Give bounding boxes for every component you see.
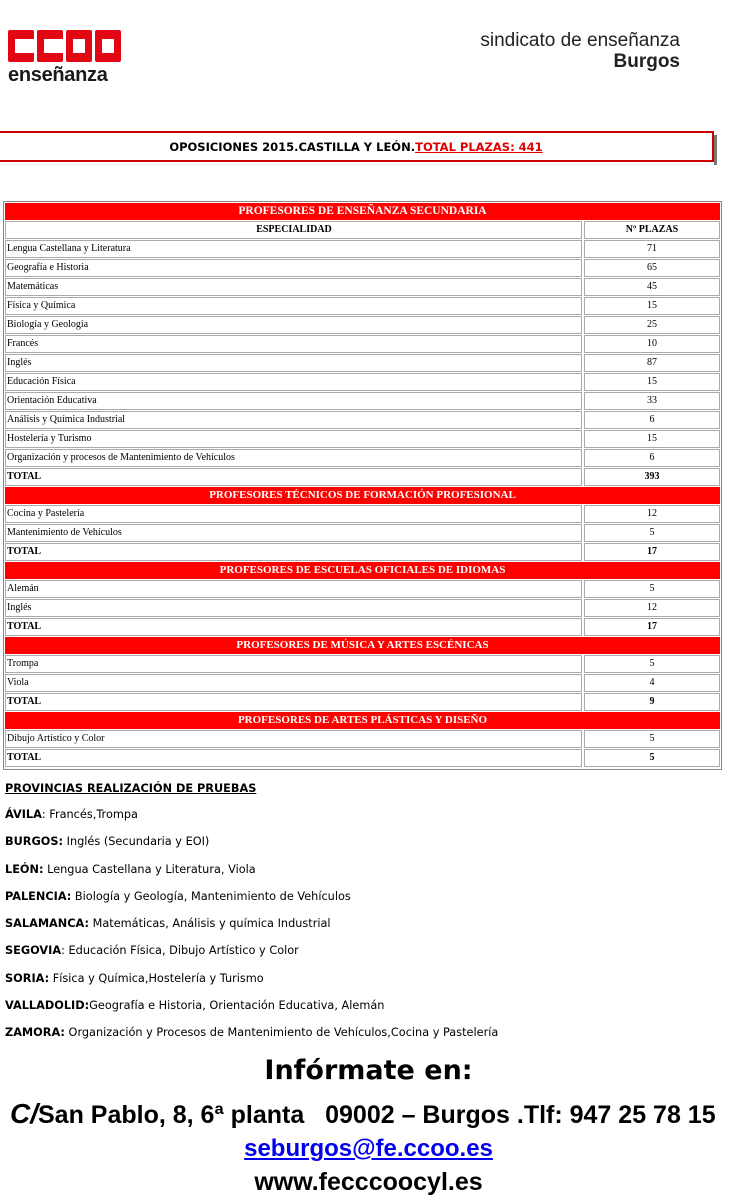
- especialidad-cell: Educación Física: [5, 373, 582, 391]
- provincia-line: [5, 943, 498, 970]
- union-line-1: sindicato de enseñanza: [480, 30, 680, 51]
- table-row: [5, 580, 720, 598]
- provincias-section: [5, 781, 498, 1053]
- total-label: TOTAL: [5, 468, 582, 486]
- total-label: TOTAL: [5, 543, 582, 561]
- table-row: [5, 373, 720, 391]
- plazas-cell: 12: [584, 599, 720, 617]
- section-header: PROFESORES DE ENSEÑANZA SECUNDARIA: [5, 203, 720, 220]
- total-value: 17: [584, 543, 720, 561]
- provincia-especialidades: Francés,Trompa: [49, 808, 138, 821]
- table-row: [5, 655, 720, 673]
- especialidad-cell: Inglés: [5, 354, 582, 372]
- provincia-line: [5, 889, 498, 916]
- provincia-name: LEÓN:: [5, 862, 44, 876]
- provincia-name: ÁVILA: [5, 808, 42, 821]
- table-row: [5, 430, 720, 448]
- column-header-plazas: Nº PLAZAS: [584, 221, 720, 239]
- provincia-especialidades: Lengua Castellana y Literatura, Viola: [47, 862, 256, 876]
- especialidad-cell: Organización y procesos de Mantenimiento de Vehículos: [5, 449, 582, 467]
- table-row: [5, 240, 720, 258]
- provincia-line: [5, 834, 498, 861]
- total-row: [5, 543, 720, 561]
- especialidad-cell: Geografía e Historia: [5, 259, 582, 277]
- union-line-2: Burgos: [613, 51, 680, 72]
- total-row: [5, 468, 720, 486]
- especialidad-cell: Cocina y Pastelería: [5, 505, 582, 523]
- page-title: OPOSICIONES 2015.CASTILLA Y LEÓN.: [169, 139, 416, 154]
- union-name: [480, 30, 680, 72]
- total-row: [5, 693, 720, 711]
- especialidad-cell: Dibujo Artístico y Color: [5, 730, 582, 748]
- total-row: [5, 618, 720, 636]
- total-value: 5: [584, 749, 720, 767]
- logo-word: enseñanza: [8, 64, 108, 86]
- table-row: [5, 505, 720, 523]
- provincia-especialidades: Educación Física, Dibujo Artístico y Color: [68, 944, 299, 958]
- provincias-list: [5, 807, 498, 1053]
- especialidad-cell: Orientación Educativa: [5, 392, 582, 410]
- especialidad-cell: Mantenimiento de Vehículos: [5, 524, 582, 542]
- table-row: [5, 354, 720, 372]
- address: [10, 1098, 730, 1130]
- plazas-cell: 33: [584, 392, 720, 410]
- provincia-name: PALENCIA:: [5, 889, 72, 903]
- plazas-cell: 10: [584, 335, 720, 353]
- provincia-name: ZAMORA:: [5, 1026, 65, 1040]
- provincia-separator: :: [41, 808, 50, 821]
- informate-heading: Infórmate en:: [264, 1055, 473, 1086]
- provincia-line: [5, 1025, 498, 1052]
- especialidad-cell: Análisis y Química Industrial: [5, 411, 582, 429]
- provincia-separator: :: [61, 944, 69, 958]
- plazas-cell: 5: [584, 580, 720, 598]
- provincia-especialidades: Inglés (Secundaria y EOI): [66, 835, 210, 849]
- table-row: [5, 297, 720, 315]
- provincia-especialidades: Organización y Procesos de Mantenimiento de Vehículos,Cocina y Pastelería: [68, 1026, 499, 1040]
- table-row: [5, 259, 720, 277]
- table-header-row: [5, 221, 720, 239]
- plazas-cell: 87: [584, 354, 720, 372]
- email-link[interactable]: seburgos@fe.ccoo.es: [244, 1135, 493, 1162]
- total-row: [5, 749, 720, 767]
- section-header: PROFESORES DE ESCUELAS OFICIALES DE IDIOMAS: [5, 562, 720, 579]
- ccoo-logo: [8, 30, 126, 87]
- provincia-especialidades: Geografía e Historia, Orientación Educativa, Alemán: [89, 999, 385, 1013]
- column-header-especialidad: ESPECIALIDAD: [5, 221, 582, 239]
- plazas-cell: 12: [584, 505, 720, 523]
- plazas-cell: 6: [584, 411, 720, 429]
- especialidad-cell: Inglés: [5, 599, 582, 617]
- table-row: [5, 335, 720, 353]
- table-row: [5, 278, 720, 296]
- provincia-line: [5, 998, 498, 1025]
- address-text: San Pablo, 8, 6ª planta 09002 – Burgos .Tlf: 947 25 78 15: [38, 1101, 716, 1129]
- total-value: 9: [584, 693, 720, 711]
- plazas-cell: 5: [584, 524, 720, 542]
- provincias-title: PROVINCIAS REALIZACIÓN DE PRUEBAS: [5, 782, 257, 795]
- total-label: TOTAL: [5, 618, 582, 636]
- especialidad-cell: Francés: [5, 335, 582, 353]
- web-url[interactable]: www.fecccoocyl.es: [254, 1168, 483, 1196]
- table-row: [5, 730, 720, 748]
- table-row: [5, 524, 720, 542]
- total-label: TOTAL: [5, 749, 582, 767]
- total-label: TOTAL: [5, 693, 582, 711]
- provincia-name: SORIA:: [5, 971, 50, 985]
- plazas-cell: 5: [584, 655, 720, 673]
- provincia-especialidades: Matemáticas, Análisis y química Industrial: [92, 917, 331, 931]
- ccoo-logo-mark: [8, 30, 126, 62]
- plazas-cell: 45: [584, 278, 720, 296]
- provincia-line: [5, 807, 498, 834]
- especialidad-cell: Hostelería y Turismo: [5, 430, 582, 448]
- provincia-line: [5, 862, 498, 889]
- section-header: PROFESORES TÉCNICOS DE FORMACIÓN PROFESIONAL: [5, 487, 720, 504]
- table-row: [5, 599, 720, 617]
- address-prefix: C/: [10, 1098, 38, 1129]
- table-row: [5, 449, 720, 467]
- especialidad-cell: Trompa: [5, 655, 582, 673]
- plazas-cell: 15: [584, 297, 720, 315]
- provincia-line: [5, 971, 498, 998]
- section-header: PROFESORES DE MÚSICA Y ARTES ESCÉNICAS: [5, 637, 720, 654]
- plazas-cell: 15: [584, 373, 720, 391]
- total-value: 393: [584, 468, 720, 486]
- provincia-name: VALLADOLID:: [5, 999, 90, 1013]
- total-plazas: TOTAL PLAZAS: 441: [415, 139, 543, 154]
- provincia-line: [5, 916, 498, 943]
- plazas-cell: 65: [584, 259, 720, 277]
- table-row: [5, 392, 720, 410]
- plazas-cell: 4: [584, 674, 720, 692]
- table-row: [5, 411, 720, 429]
- especialidad-cell: Alemán: [5, 580, 582, 598]
- plazas-cell: 6: [584, 449, 720, 467]
- especialidad-cell: Matemáticas: [5, 278, 582, 296]
- plazas-cell: 5: [584, 730, 720, 748]
- especialidad-cell: Física y Química: [5, 297, 582, 315]
- plazas-cell: 15: [584, 430, 720, 448]
- plazas-table: [3, 201, 722, 770]
- provincia-name: SEGOVIA: [5, 944, 62, 958]
- provincia-name: SALAMANCA:: [5, 917, 90, 931]
- especialidad-cell: Biología y Geología: [5, 316, 582, 334]
- table-row: [5, 316, 720, 334]
- plazas-cell: 71: [584, 240, 720, 258]
- especialidad-cell: Lengua Castellana y Literatura: [5, 240, 582, 258]
- plazas-cell: 25: [584, 316, 720, 334]
- title-box: [0, 131, 714, 162]
- provincia-especialidades: Biología y Geología, Mantenimiento de Vehículos: [74, 889, 351, 903]
- provincia-name: BURGOS:: [5, 835, 64, 849]
- table-row: [5, 674, 720, 692]
- provincia-especialidades: Física y Química,Hostelería y Turismo: [52, 971, 264, 985]
- total-value: 17: [584, 618, 720, 636]
- section-header: PROFESORES DE ARTES PLÁSTICAS Y DISEÑO: [5, 712, 720, 729]
- especialidad-cell: Viola: [5, 674, 582, 692]
